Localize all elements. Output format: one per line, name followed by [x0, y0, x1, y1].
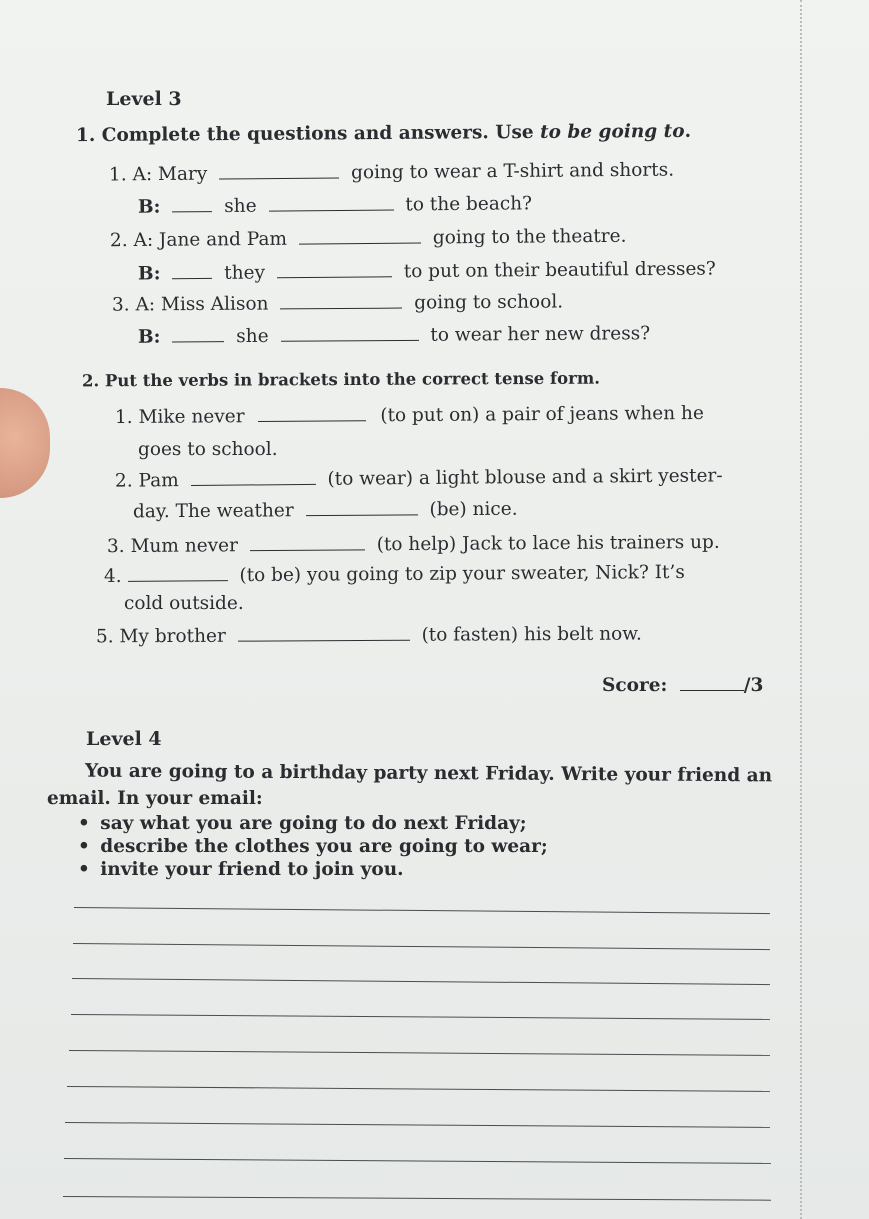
- writing-line[interactable]: [67, 1086, 770, 1092]
- writing-line[interactable]: [65, 1122, 770, 1128]
- answer-blank[interactable]: [258, 420, 366, 422]
- level4-title: Level 4: [86, 728, 162, 750]
- task2-sentence2: 2. Pam (to wear) a light blouse and a skirt yester-: [114, 465, 723, 492]
- level4-intro-line1: You are going to a birthday party next Friday. Write your friend an: [84, 760, 773, 787]
- task1-heading: 1. Complete the questions and answers. Use to be going to.: [75, 120, 692, 147]
- answer-blank[interactable]: [306, 514, 418, 516]
- level3-title: Level 3: [106, 88, 182, 110]
- writing-line[interactable]: [74, 907, 770, 914]
- score-blank[interactable]: [680, 690, 744, 691]
- task1-item3-a: 3. A: Miss Alison going to school.: [111, 291, 564, 316]
- task1-item1-a: 1. A: Mary going to wear a T-shirt and shorts.: [108, 159, 675, 186]
- task1-item2-b: B: they to put on their beautiful dresses?: [137, 258, 716, 285]
- answer-blank[interactable]: [128, 580, 228, 582]
- writing-line[interactable]: [72, 978, 770, 985]
- bullet-item: • say what you are going to do next Friday;: [78, 813, 527, 834]
- level4-intro-line2: email. In your email:: [47, 788, 263, 809]
- bullet-item: • invite your friend to join you.: [78, 859, 404, 880]
- task2-sentence1-cont: goes to school.: [138, 439, 278, 460]
- writing-line[interactable]: [73, 943, 770, 950]
- task1-item3-b: B: she to wear her new dress?: [137, 323, 651, 348]
- answer-blank[interactable]: [172, 278, 212, 279]
- task2-sentence4-cont: cold outside.: [124, 593, 244, 614]
- thumb-finger: [0, 388, 50, 498]
- task1-item2-a: 2. A: Jane and Pam going to the theatre.: [109, 225, 627, 252]
- task2-sentence4: 4. (to be) you going to zip your sweater, Nick? It’s: [103, 561, 685, 588]
- writing-line[interactable]: [71, 1014, 770, 1020]
- task2-sentence2-cont: day. The weather (be) nice.: [132, 498, 518, 523]
- answer-blank[interactable]: [281, 340, 419, 342]
- answer-blank[interactable]: [280, 308, 402, 310]
- answer-blank[interactable]: [269, 209, 394, 211]
- answer-blank[interactable]: [250, 549, 365, 551]
- task2-heading: 2. Put the verbs in brackets into the correct tense form.: [81, 368, 601, 391]
- answer-blank[interactable]: [277, 276, 392, 278]
- page-fold-dotted-edge: [800, 0, 802, 1219]
- bullet-dot: •: [78, 859, 90, 880]
- bullet-dot: •: [78, 813, 90, 834]
- bullet-dot: •: [78, 836, 90, 857]
- answer-blank[interactable]: [238, 640, 410, 642]
- answer-blank[interactable]: [172, 341, 224, 342]
- task2-sentence3: 3. Mum never (to help) Jack to lace his trainers up.: [106, 531, 720, 558]
- answer-blank[interactable]: [299, 243, 421, 245]
- task1-item1-b: B: she to the beach?: [137, 193, 533, 218]
- task2-sentence5: 5. My brother (to fasten) his belt now.: [95, 623, 642, 648]
- writing-line[interactable]: [69, 1050, 770, 1056]
- answer-blank[interactable]: [219, 177, 339, 179]
- answer-blank[interactable]: [172, 211, 212, 212]
- score-label: Score: /3: [602, 675, 764, 696]
- writing-line[interactable]: [64, 1158, 771, 1164]
- task2-sentence1: 1. Mike never (to put on) a pair of jeans when he: [114, 402, 704, 429]
- bullet-item: • describe the clothes you are going to wear;: [78, 836, 548, 857]
- writing-line[interactable]: [63, 1196, 771, 1201]
- answer-blank[interactable]: [191, 484, 316, 486]
